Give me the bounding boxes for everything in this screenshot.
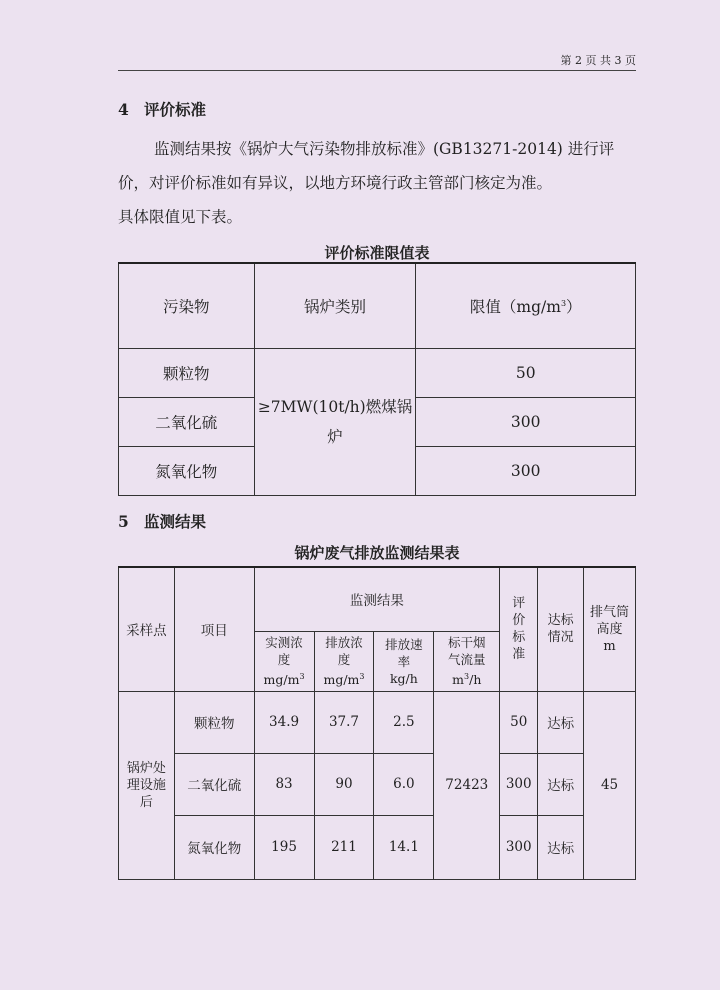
t2-sample-point-line: 后 <box>139 794 153 810</box>
section-4-heading <box>118 98 206 120</box>
t2-sample-point-line: 理设施 <box>126 777 166 793</box>
table1-caption: 评价标准限值表 <box>324 244 430 262</box>
t2-emission-line: 度 <box>337 651 351 667</box>
t2-emission: 90 <box>314 753 374 815</box>
t2-compliance: 达标 <box>538 691 584 753</box>
t2-rate-line: 率 <box>397 653 411 669</box>
t2-stack-line: m <box>603 638 616 654</box>
boiler-type-line2: 炉 <box>327 427 343 446</box>
t2-sample-point <box>119 691 175 879</box>
t2-compliance: 达标 <box>538 753 584 815</box>
t2-compliance-line: 达标 <box>547 613 574 629</box>
t2-sample-point-line: 锅炉处 <box>126 760 166 776</box>
t2-measured-line: 度 <box>277 651 291 667</box>
t2-header-stack-height <box>584 567 636 691</box>
page-number: 第 2 页 共 3 页 <box>560 54 636 67</box>
t2-measured-unit: $mg/m^3$ <box>263 671 305 688</box>
t2-flow-unit: $m^3/h$ <box>452 671 482 688</box>
t2-rate: 14.1 <box>374 815 434 879</box>
t2-flow-line: 气流量 <box>448 651 486 667</box>
t2-flow: 72423 <box>434 691 500 879</box>
boiler-type-line1: ≥7MW(10t/h)燃煤锅 <box>257 397 413 416</box>
t2-standard: 300 <box>500 815 538 879</box>
t2-measured: 195 <box>254 815 314 879</box>
t2-emission: 37.7 <box>314 691 374 753</box>
t2-standard: 50 <box>500 691 538 753</box>
t2-header-flow <box>434 631 500 691</box>
t2-header-standard <box>500 567 538 691</box>
t2-rate: 2.5 <box>374 691 434 753</box>
t1-pollutant: 氮氧化物 <box>119 446 255 495</box>
table-row <box>119 348 636 397</box>
standard-limits-table <box>118 262 636 496</box>
t2-item: 氮氧化物 <box>174 815 254 879</box>
section-5-heading <box>118 510 206 532</box>
para2: 具体限值见下表。 <box>118 208 243 226</box>
t2-rate: 6.0 <box>374 753 434 815</box>
table-row <box>119 815 636 879</box>
t1-header-limit: 限值$(mg/m^3)$ <box>416 263 636 348</box>
section-4-number: 4 <box>118 100 129 119</box>
section-5-title: 监测结果 <box>144 512 207 531</box>
para1-line1: 监测结果按《锅炉大气污染物排放标准》(GB13271-2014) 进行评 <box>154 140 615 158</box>
section-4-paragraph <box>118 132 638 234</box>
table-row <box>119 691 636 753</box>
table-row <box>119 753 636 815</box>
para1-line2: 价，对评价标准如有异议，以地方环境行政主管部门核定为准。 <box>118 174 553 192</box>
t1-limit: 300 <box>416 446 636 495</box>
t2-item: 颗粒物 <box>174 691 254 753</box>
t2-header-measured <box>254 631 314 691</box>
t2-item: 二氧化硫 <box>174 753 254 815</box>
t1-header-boiler-type: 锅炉类别 <box>254 263 416 348</box>
t2-stack-line: 高度 <box>596 621 623 637</box>
table1-header-row <box>119 263 636 348</box>
t2-stack-height: 45 <box>584 691 636 879</box>
t2-flow-line: 标干烟 <box>448 634 486 650</box>
t2-emission-unit: $mg/m^3$ <box>323 671 365 688</box>
t2-measured-line: 实测浓 <box>265 634 303 650</box>
t2-standard-char: 标 <box>512 630 526 646</box>
page-header <box>118 52 636 71</box>
t2-emission-line: 排放浓 <box>325 634 363 650</box>
t2-header-emission <box>314 631 374 691</box>
t2-compliance: 达标 <box>538 815 584 879</box>
t2-header-rate <box>374 631 434 691</box>
t2-measured: 34.9 <box>254 691 314 753</box>
t2-header-sample-point: 采样点 <box>119 567 175 691</box>
t1-limit: 300 <box>416 397 636 446</box>
section-5-number: 5 <box>118 512 129 531</box>
t2-emission: 211 <box>314 815 374 879</box>
t1-pollutant: 颗粒物 <box>119 348 255 397</box>
t2-standard-char: 评 <box>512 596 526 612</box>
table2-header-row-1 <box>119 567 636 631</box>
t2-measured: 83 <box>254 753 314 815</box>
section-4-title: 评价标准 <box>144 100 207 119</box>
t2-standard: 300 <box>500 753 538 815</box>
t2-standard-char: 价 <box>512 613 526 629</box>
monitoring-results-table <box>118 566 636 880</box>
t2-header-results: 监测结果 <box>254 567 500 631</box>
t1-header-pollutant: 污染物 <box>119 263 255 348</box>
t1-pollutant: 二氧化硫 <box>119 397 255 446</box>
t2-compliance-line: 情况 <box>547 630 574 646</box>
table2-caption: 锅炉废气排放监测结果表 <box>294 544 460 562</box>
t2-header-item: 项目 <box>174 567 254 691</box>
t2-standard-char: 准 <box>512 647 526 663</box>
t2-rate-line: 排放速 <box>385 636 423 652</box>
t2-rate-line: kg/h <box>389 670 418 686</box>
t1-limit: 50 <box>416 348 636 397</box>
t2-header-compliance <box>538 567 584 691</box>
t2-stack-line: 排气筒 <box>590 604 630 620</box>
t1-boiler-type <box>254 348 416 495</box>
